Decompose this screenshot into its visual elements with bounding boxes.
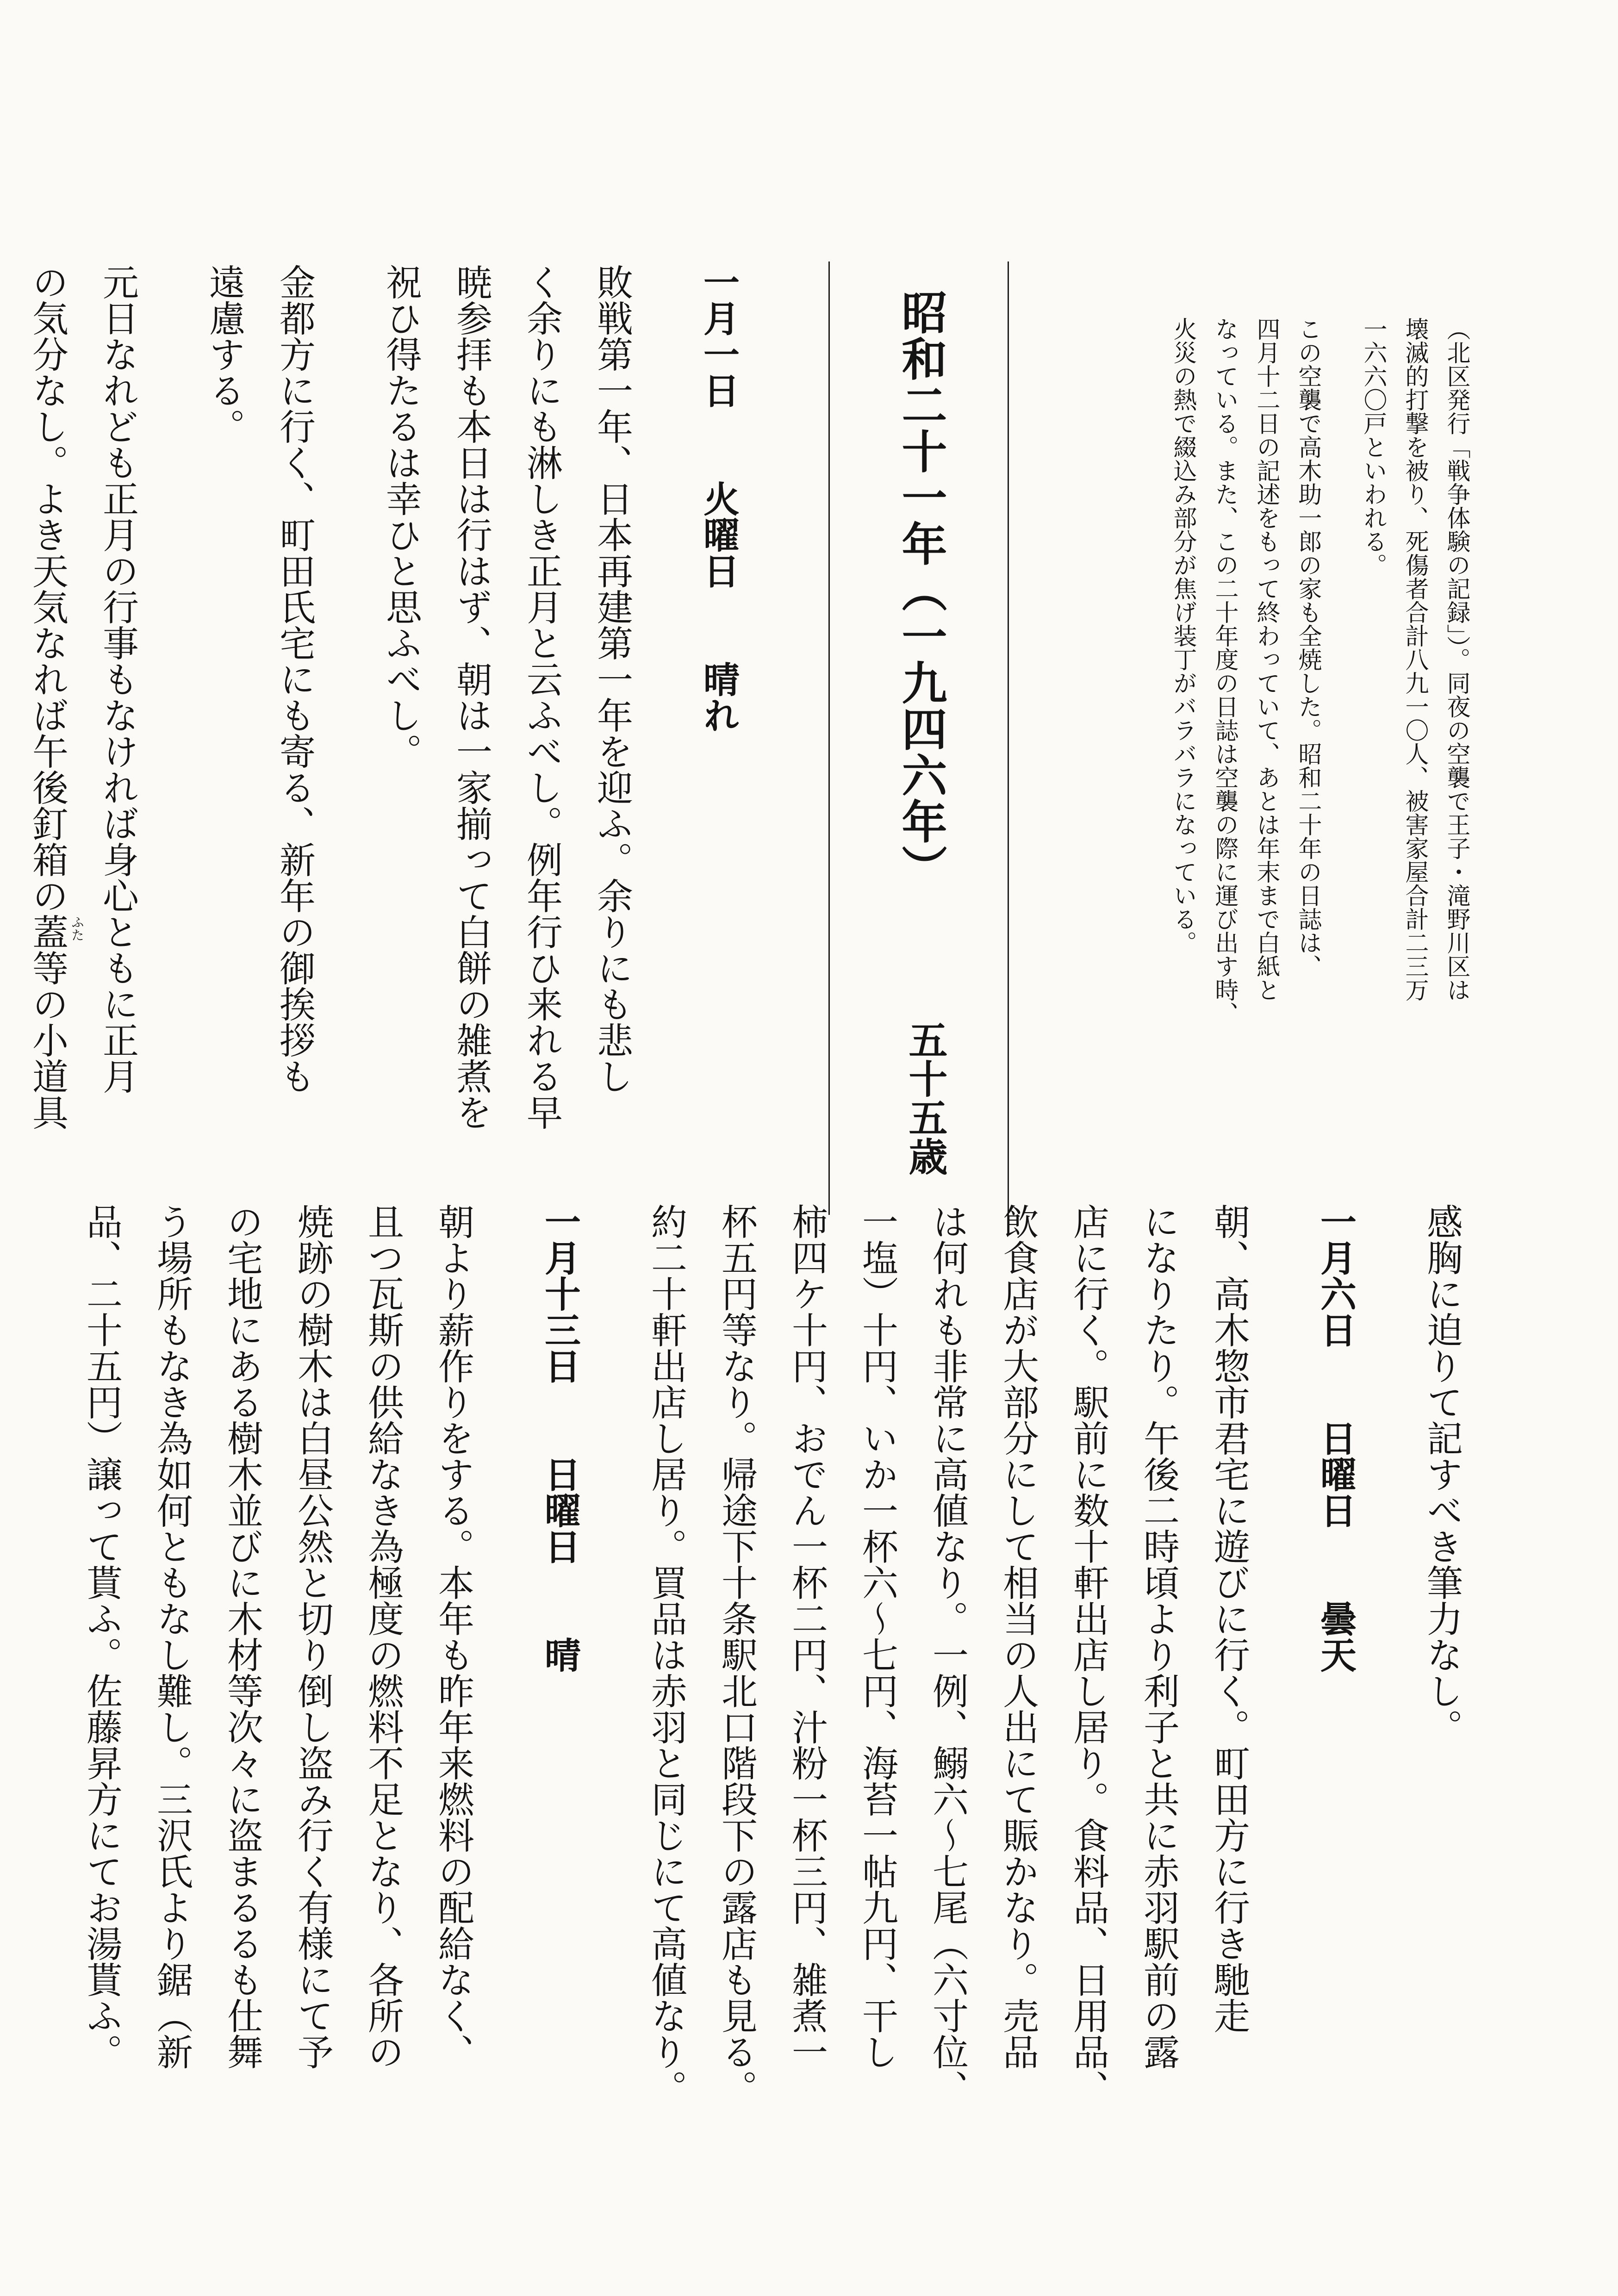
note-line: なっている。また、この二十年度の日誌は空襲の際に運び出す時、 bbox=[1211, 317, 1238, 1025]
entry-date: 一月十三日 bbox=[539, 1203, 581, 1384]
entry-line: く余りにも淋しき正月と云ふべし。例年行ひ来れる早 bbox=[521, 264, 562, 1130]
entry-line: は何れも非常に高値なり。一例、鰯六～七尾（六寸位、 bbox=[927, 1203, 968, 2106]
entry-line: 杯五円等なり。帰途下十条駅北口階段下の露店も見る。 bbox=[716, 1203, 757, 2106]
entry-heading bbox=[683, 264, 753, 1171]
entry-line: う場所もなき為如何ともなし難し。三沢氏より鋸（新 bbox=[151, 1203, 193, 2070]
entry-line: 敗戦第一年、日本再建第一年を迎ふ。余りにも悲し bbox=[591, 264, 633, 1094]
entry-weather: 晴 bbox=[539, 1636, 581, 1673]
title-rule-right bbox=[1008, 261, 1009, 1215]
entry-line: 一塩）十円、いか一杯六～七円、海苔一帖九円、干し bbox=[856, 1203, 898, 2070]
entry-weekday: 火曜日 bbox=[697, 480, 740, 589]
lower-entries bbox=[81, 1203, 1477, 2106]
entry-line: 朝、高木惣市君宅に遊びに行く。町田方に行き馳走 bbox=[1208, 1203, 1250, 2034]
entry-line: 柿四ケ十円、おでん一杯二円、汁粉一杯三円、雑煮一 bbox=[786, 1203, 828, 2070]
entry-weather: 晴れ bbox=[697, 661, 740, 733]
entry-line: 感胸に迫りて記すべき筆力なし。 bbox=[1421, 1203, 1462, 1745]
age-label: 五十五歳 bbox=[902, 1020, 948, 1176]
entry-line: 飲食店が大部分にして相当の人出にて賑かなり。売品 bbox=[997, 1203, 1039, 2070]
entry-line: の宅地にある樹木並びに木材等次々に盗まるるも仕舞 bbox=[221, 1203, 263, 2070]
entry-line: 元日なれども正月の行事もなければ身心ともに正月 bbox=[97, 264, 138, 1094]
entry-line: 祝ひ得たるは幸ひと思ふべし。 bbox=[380, 264, 422, 769]
preface-note bbox=[1162, 317, 1477, 1136]
entry-line: になりたり。午後二時頃より利子と共に赤羽駅前の露 bbox=[1138, 1203, 1179, 2070]
entry-line: 焼跡の樹木は白昼公然と切り倒し盗み行く有様にて予 bbox=[292, 1203, 333, 2070]
note-line: （北区発行「戦争体験の記録」）。同夜の空襲で王子・滝野川区は bbox=[1443, 317, 1470, 1002]
entry-line: 且つ瓦斯の供給なき為極度の燃料不足となり、各所の bbox=[362, 1203, 404, 2070]
ruby-annotation: ふた bbox=[69, 915, 85, 941]
year-title: 昭和二十一年（一九四六年） bbox=[894, 289, 947, 891]
entry-date: 一月一日 bbox=[697, 264, 740, 408]
note-line: 火災の熱で綴込み部分が焦げ装丁がバラバラになっている。 bbox=[1169, 317, 1196, 954]
entry-weekday: 日曜日 bbox=[1314, 1420, 1357, 1528]
year-title-frame bbox=[828, 261, 1009, 1215]
entry-weekday: 日曜日 bbox=[539, 1456, 581, 1564]
entry-heading bbox=[1300, 1203, 1370, 2106]
entry-line: 暁参拝も本日は行はず、朝は一家揃って白餅の雑煮を bbox=[450, 264, 492, 1130]
entry-line: の気分なし。よき天気なれば午後釘箱の蓋等の小道具 bbox=[26, 264, 68, 1130]
entry-weather: 曇天 bbox=[1314, 1600, 1357, 1673]
note-line: 一六六〇戸といわれる。 bbox=[1359, 317, 1387, 577]
entry-heading bbox=[524, 1203, 595, 2106]
entry-line: 金都方に行く、町田氏宅にも寄る、新年の御挨拶も bbox=[274, 264, 315, 1094]
entry-line: 朝より薪作りをする。本年も昨年来燃料の配給なく、 bbox=[432, 1203, 474, 2070]
note-line: 壊滅的打撃を被り、死傷者合計八九一〇人、被害家屋合計二三万 bbox=[1401, 317, 1428, 1002]
entry-line: 品、二十五円）譲って貰ふ。佐藤昇方にてお湯貰ふ。 bbox=[81, 1203, 122, 2070]
entry-line: 約二十軒出店し居り。買品は赤羽と同じにて高値なり。 bbox=[645, 1203, 687, 2106]
entry-line bbox=[0, 264, 12, 1171]
entry-date: 一月六日 bbox=[1314, 1203, 1357, 1348]
note-line: 四月十二日の記述をもって終わっていて、あとは年末まで白紙と bbox=[1252, 317, 1280, 1002]
note-line: この空襲で高木助一郎の家も全焼した。昭和二十年の日誌は、 bbox=[1294, 317, 1321, 978]
entry-line: 遠慮する。 bbox=[203, 264, 245, 444]
entry-line: 店に行く。駅前に数十軒出店し居り。食料品、日用品、 bbox=[1067, 1203, 1109, 2106]
title-rule-left bbox=[828, 261, 830, 1215]
